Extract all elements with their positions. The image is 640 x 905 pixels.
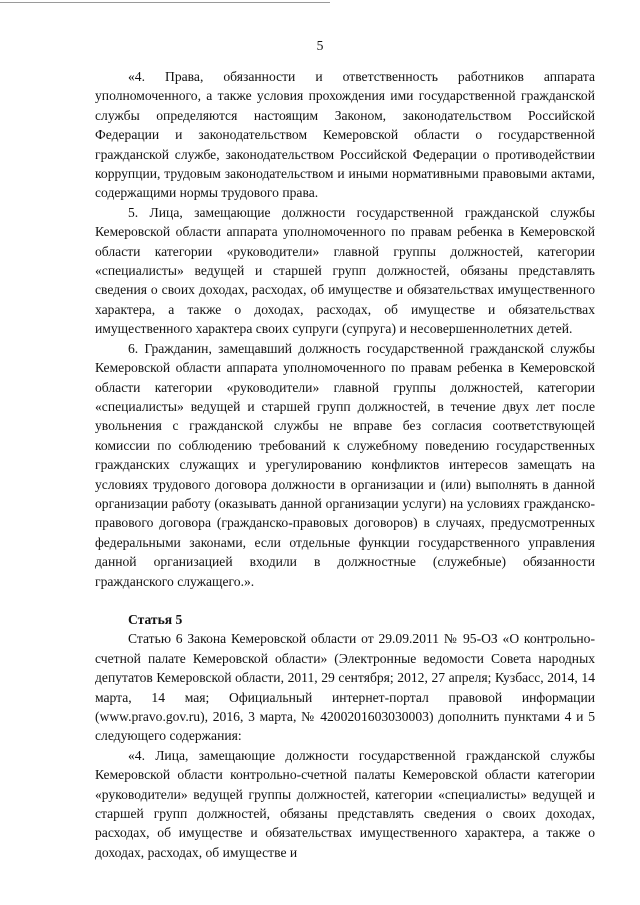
section-gap bbox=[95, 591, 595, 610]
paragraph-article-4-item-6: 6. Гражданин, замещавший должность государственной гражданской службы Кемеровской области аппарата уполномоченного по правам ребенка в Кемеровской области категории «руководители» главной группы должностей, категории «специалисты» ведущей и старшей групп должностей, в течение двух лет после увольнения с гражданской службы не вправе без согласия соответствующей комиссии по соблюдению требований к служебному поведению государственных гражданских служащих и урегулированию конфликтов интересов замещать на условиях трудового договора должности в организации и (или) выполнять в данной организации работу (оказывать данной организации услуги) на условиях гражданско-правового договора (гражданско-правовых договоров) в случаях, предусмотренных федеральными законами, если отдельные функции государственного управления данной организацией входили в должностные (служебные) обязанности гражданского служащего.». bbox=[95, 340, 595, 589]
paragraph-article-5-item-4: «4. Лица, замещающие должности государственной гражданской службы Кемеровской области контрольно-счетной палаты Кемеровской области категории «руководители» ведущей группы должностей, категории «специалисты» ведущей и старшей групп должностей, обязаны представлять сведения о своих доходах, расходах, об имуществе и обязательствах имущественного характера, а также о доходах, расходах, об имуществе и bbox=[95, 747, 595, 860]
paragraph-article-4-item-4: «4. Права, обязанности и ответственность работников аппарата уполномоченного, а также условия прохождения ими государственной гражданской службы определяются настоящим Законом, законодательством Российской Федерации и законодательством Кемеровской области о государственной гражданской службе, законодательством Российской Федерации о противодействии коррупции, трудовым законодательством и иными нормативными правовыми актами, содержащими нормы трудового права. bbox=[95, 69, 595, 201]
scan-edge-line bbox=[0, 2, 330, 3]
document-body bbox=[95, 67, 595, 862]
paragraph-article-4-item-5: 5. Лица, замещающие должности государственной гражданской службы Кемеровской области аппарата уполномоченного по правам ребенка в Кемеровской области категории «руководители» главной группы должностей, категории «специалисты» ведущей и старшей групп должностей, обязаны представлять сведения о своих доходах, расходах, об имуществе и обязательствах имущественного характера, а также о доходах, расходах, об имуществе и обязательствах имущественного характера своих супруги (супруга) и несовершеннолетних детей. bbox=[95, 204, 595, 337]
paragraph-article-5-intro: Статью 6 Закона Кемеровской области от 29.09.2011 № 95-ОЗ «О контрольно-счетной палате Кемеровской области» (Электронные ведомости Совета народных депутатов Кемеровской области, 2011, 29 сентября; 2012, 27 апреля; Кузбасс, 2014, 14 марта, 14 мая; Официальный интернет-портал правовой информации (www.pravo.gov.ru), 2016, 3 марта, № 4200201603030003) дополнить пунктами 4 и 5 следующего содержания: bbox=[95, 631, 595, 744]
article-heading: Статья 5 bbox=[128, 611, 183, 627]
page-number: 5 bbox=[316, 38, 324, 53]
